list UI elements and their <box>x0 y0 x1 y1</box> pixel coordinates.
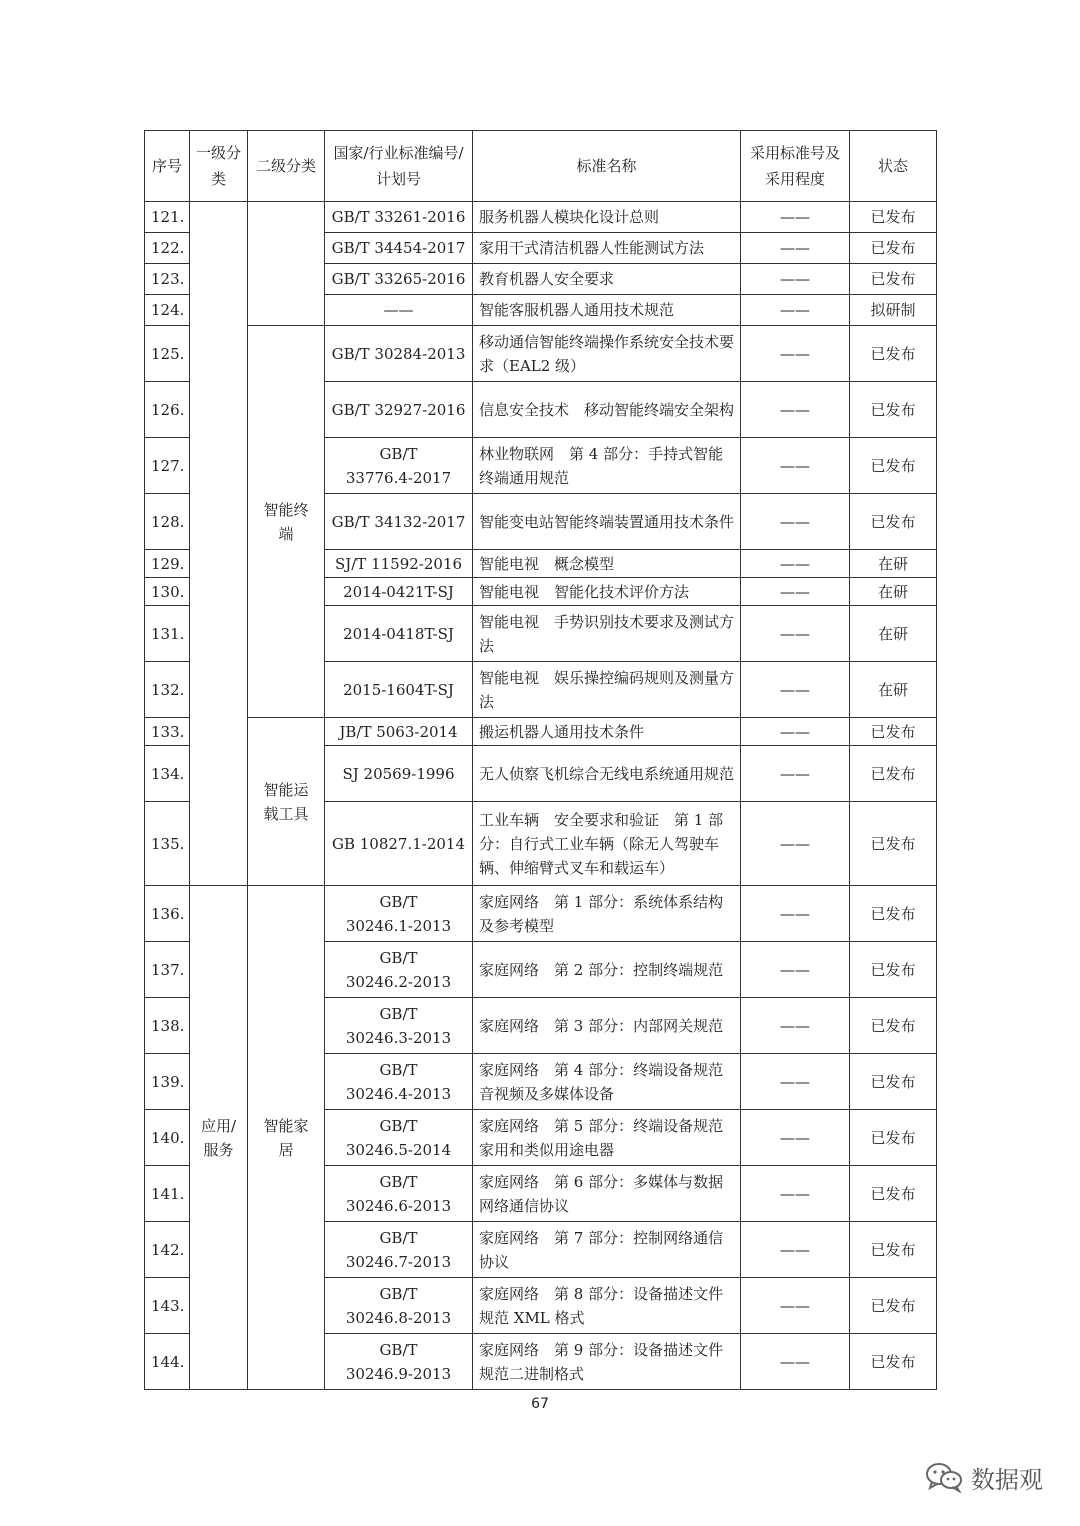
standard-name: 家庭网络 第 8 部分：设备描述文件规范 XML 格式 <box>473 1278 741 1334</box>
watermark-text: 数据观 <box>971 1465 1043 1494</box>
row-number: 125. <box>145 326 190 382</box>
standard-name: 智能客服机器人通用技术规范 <box>473 295 741 326</box>
status-cell: 已发布 <box>850 264 937 295</box>
standard-name: 智能电视 手势识别技术要求及测试方法 <box>473 606 741 662</box>
row-number: 143. <box>145 1278 190 1334</box>
adoption-cell: —— <box>741 998 850 1054</box>
standard-code: GB/T 30246.7-2013 <box>325 1222 473 1278</box>
standard-name: 智能变电站智能终端装置通用技术条件 <box>473 494 741 550</box>
standard-code: SJ 20569-1996 <box>325 746 473 802</box>
standard-code: GB/T 30246.4-2013 <box>325 1054 473 1110</box>
table-header-row <box>145 131 937 202</box>
adoption-cell: —— <box>741 802 850 886</box>
adoption-cell: —— <box>741 606 850 662</box>
row-number: 124. <box>145 295 190 326</box>
adoption-cell: —— <box>741 746 850 802</box>
standard-name: 家庭网络 第 9 部分：设备描述文件规范二进制格式 <box>473 1334 741 1390</box>
adoption-cell: —— <box>741 1278 850 1334</box>
standard-name: 无人侦察飞机综合无线电系统通用规范 <box>473 746 741 802</box>
adoption-cell: —— <box>741 494 850 550</box>
level2-cell: 智能家居 <box>248 886 325 1390</box>
header-level1: 一级分类 <box>190 131 248 202</box>
status-cell: 已发布 <box>850 886 937 942</box>
standard-code: SJ/T 11592-2016 <box>325 550 473 578</box>
adoption-cell: —— <box>741 438 850 494</box>
row-number: 132. <box>145 662 190 718</box>
status-cell: 在研 <box>850 550 937 578</box>
status-cell: 已发布 <box>850 1110 937 1166</box>
row-number: 131. <box>145 606 190 662</box>
standard-code: GB/T 33265-2016 <box>325 264 473 295</box>
standard-name: 智能电视 智能化技术评价方法 <box>473 578 741 606</box>
status-cell: 已发布 <box>850 326 937 382</box>
standard-code: GB/T 30246.6-2013 <box>325 1166 473 1222</box>
standard-name: 智能电视 概念模型 <box>473 550 741 578</box>
level2-cell-empty <box>248 202 325 326</box>
status-cell: 已发布 <box>850 202 937 233</box>
adoption-cell: —— <box>741 264 850 295</box>
row-number: 137. <box>145 942 190 998</box>
status-cell: 已发布 <box>850 998 937 1054</box>
standard-code: GB/T 34454-2017 <box>325 233 473 264</box>
row-number: 122. <box>145 233 190 264</box>
standard-code: JB/T 5063-2014 <box>325 718 473 746</box>
standard-name: 家庭网络 第 3 部分：内部网关规范 <box>473 998 741 1054</box>
level1-cell: 应用/服务 <box>190 886 248 1390</box>
row-number: 134. <box>145 746 190 802</box>
standard-name: 家庭网络 第 5 部分：终端设备规范家用和类似用途电器 <box>473 1110 741 1166</box>
status-cell: 已发布 <box>850 1054 937 1110</box>
status-cell: 已发布 <box>850 382 937 438</box>
standard-code: GB/T 33776.4-2017 <box>325 438 473 494</box>
row-number: 130. <box>145 578 190 606</box>
status-cell: 已发布 <box>850 746 937 802</box>
standard-name: 家庭网络 第 1 部分：系统体系结构及参考模型 <box>473 886 741 942</box>
status-cell: 已发布 <box>850 1222 937 1278</box>
standard-name: 家庭网络 第 6 部分：多媒体与数据网络通信协议 <box>473 1166 741 1222</box>
status-cell: 已发布 <box>850 1166 937 1222</box>
header-status: 状态 <box>850 131 937 202</box>
table-row <box>145 326 937 382</box>
adoption-cell: —— <box>741 1222 850 1278</box>
standard-code: 2014-0421T-SJ <box>325 578 473 606</box>
table-row <box>145 886 937 942</box>
status-cell: 在研 <box>850 662 937 718</box>
standard-name: 家庭网络 第 2 部分：控制终端规范 <box>473 942 741 998</box>
standard-name: 家庭网络 第 4 部分：终端设备规范音视频及多媒体设备 <box>473 1054 741 1110</box>
adoption-cell: —— <box>741 886 850 942</box>
table-body <box>145 202 937 1390</box>
standard-code: GB/T 30246.8-2013 <box>325 1278 473 1334</box>
standard-code: GB/T 30246.1-2013 <box>325 886 473 942</box>
standard-code: —— <box>325 295 473 326</box>
level2-cell: 智能终端 <box>248 326 325 718</box>
row-number: 121. <box>145 202 190 233</box>
standard-code: GB/T 34132-2017 <box>325 494 473 550</box>
adoption-cell: —— <box>741 202 850 233</box>
status-cell: 已发布 <box>850 1278 937 1334</box>
page-number: 67 <box>531 1396 549 1412</box>
standard-code: 2015-1604T-SJ <box>325 662 473 718</box>
row-number: 141. <box>145 1166 190 1222</box>
standards-table <box>144 130 937 1390</box>
standard-name: 林业物联网 第 4 部分：手持式智能终端通用规范 <box>473 438 741 494</box>
watermark <box>925 1452 1043 1502</box>
row-number: 128. <box>145 494 190 550</box>
adoption-cell: —— <box>741 1166 850 1222</box>
standard-code: GB/T 30284-2013 <box>325 326 473 382</box>
status-cell: 已发布 <box>850 494 937 550</box>
standard-name: 信息安全技术 移动智能终端安全架构 <box>473 382 741 438</box>
standard-name: 服务机器人模块化设计总则 <box>473 202 741 233</box>
adoption-cell: —— <box>741 578 850 606</box>
standard-code: GB/T 30246.5-2014 <box>325 1110 473 1166</box>
adoption-cell: —— <box>741 662 850 718</box>
row-number: 139. <box>145 1054 190 1110</box>
row-number: 140. <box>145 1110 190 1166</box>
row-number: 127. <box>145 438 190 494</box>
header-name: 标准名称 <box>473 131 741 202</box>
standard-code: GB/T 32927-2016 <box>325 382 473 438</box>
table-row <box>145 202 937 233</box>
status-cell: 在研 <box>850 606 937 662</box>
standard-name: 教育机器人安全要求 <box>473 264 741 295</box>
wechat-icon <box>925 1461 963 1493</box>
standard-code: GB 10827.1-2014 <box>325 802 473 886</box>
row-number: 135. <box>145 802 190 886</box>
row-number: 129. <box>145 550 190 578</box>
status-cell: 已发布 <box>850 942 937 998</box>
adoption-cell: —— <box>741 233 850 264</box>
header-level2: 二级分类 <box>248 131 325 202</box>
row-number: 142. <box>145 1222 190 1278</box>
adoption-cell: —— <box>741 295 850 326</box>
row-number: 123. <box>145 264 190 295</box>
standard-name: 工业车辆 安全要求和验证 第 1 部分：自行式工业车辆（除无人驾驶车辆、伸缩臂式叉车和载运车） <box>473 802 741 886</box>
adoption-cell: —— <box>741 326 850 382</box>
adoption-cell: —— <box>741 718 850 746</box>
standard-code: 2014-0418T-SJ <box>325 606 473 662</box>
level2-cell: 智能运载工具 <box>248 718 325 886</box>
standard-name: 家用干式清洁机器人性能测试方法 <box>473 233 741 264</box>
row-number: 144. <box>145 1334 190 1390</box>
header-adoption: 采用标准号及采用程度 <box>741 131 850 202</box>
status-cell: 已发布 <box>850 718 937 746</box>
adoption-cell: —— <box>741 942 850 998</box>
row-number: 136. <box>145 886 190 942</box>
adoption-cell: —— <box>741 1110 850 1166</box>
standard-name: 智能电视 娱乐操控编码规则及测量方法 <box>473 662 741 718</box>
standard-code: GB/T 30246.2-2013 <box>325 942 473 998</box>
table-row <box>145 718 937 746</box>
header-code: 国家/行业标准编号/计划号 <box>325 131 473 202</box>
status-cell: 已发布 <box>850 1334 937 1390</box>
adoption-cell: —— <box>741 550 850 578</box>
standard-name: 搬运机器人通用技术条件 <box>473 718 741 746</box>
status-cell: 在研 <box>850 578 937 606</box>
standard-code: GB/T 30246.9-2013 <box>325 1334 473 1390</box>
level1-cell-empty <box>190 202 248 886</box>
adoption-cell: —— <box>741 1334 850 1390</box>
row-number: 126. <box>145 382 190 438</box>
standard-code: GB/T 33261-2016 <box>325 202 473 233</box>
adoption-cell: —— <box>741 1054 850 1110</box>
standard-code: GB/T 30246.3-2013 <box>325 998 473 1054</box>
row-number: 138. <box>145 998 190 1054</box>
status-cell: 已发布 <box>850 802 937 886</box>
adoption-cell: —— <box>741 382 850 438</box>
row-number: 133. <box>145 718 190 746</box>
standard-name: 移动通信智能终端操作系统安全技术要求（EAL2 级） <box>473 326 741 382</box>
status-cell: 拟研制 <box>850 295 937 326</box>
status-cell: 已发布 <box>850 438 937 494</box>
header-no: 序号 <box>145 131 190 202</box>
standard-name: 家庭网络 第 7 部分：控制网络通信协议 <box>473 1222 741 1278</box>
status-cell: 已发布 <box>850 233 937 264</box>
